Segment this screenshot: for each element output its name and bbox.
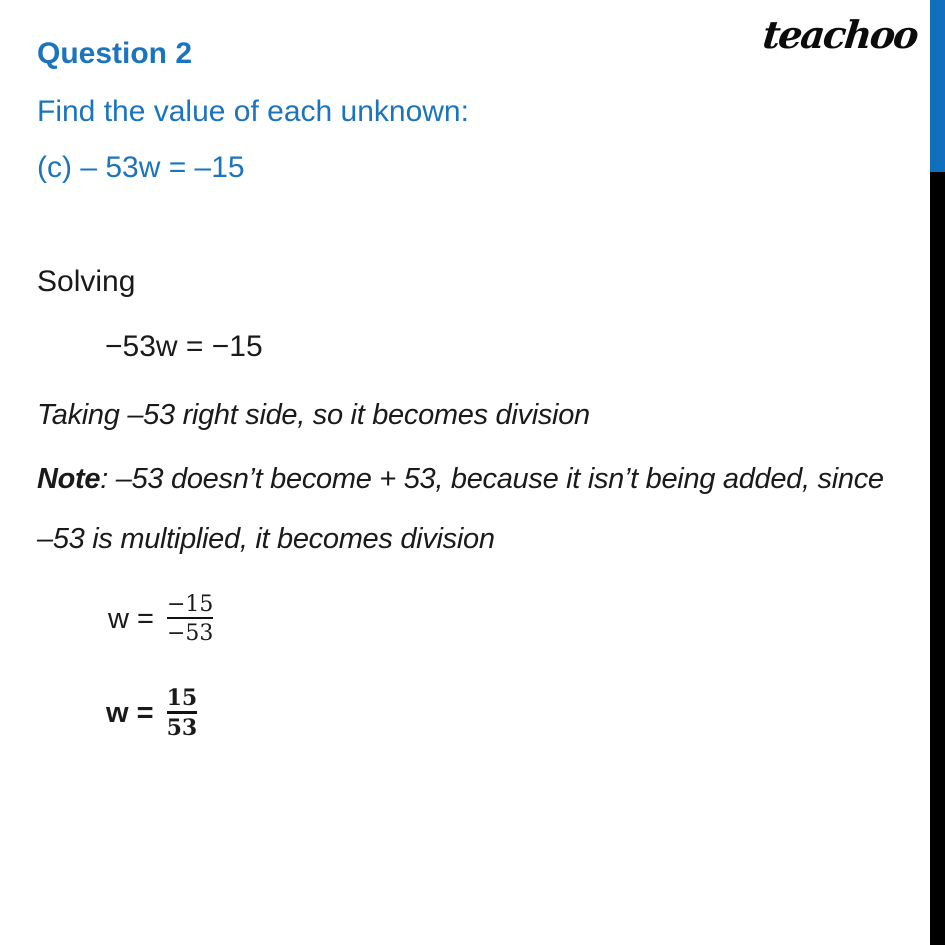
fraction-step-1 xyxy=(108,592,213,647)
right-edge-black-bar xyxy=(930,172,945,945)
right-edge-blue-bar xyxy=(930,0,945,172)
note-line xyxy=(37,463,884,496)
solving-label: Solving xyxy=(37,265,136,298)
question-prompt: Find the value of each unknown: xyxy=(37,95,469,128)
fraction2-numerator: 15 xyxy=(166,685,198,711)
fraction1-denominator: −53 xyxy=(167,617,213,646)
fraction1-lhs: w = xyxy=(108,602,154,635)
fraction1 xyxy=(167,592,213,647)
fraction2-denominator: 53 xyxy=(167,711,198,741)
fraction1-numerator: −15 xyxy=(166,592,214,617)
fraction-step-2 xyxy=(106,686,197,742)
note-text: : –53 doesn’t become + 53, because it isn’t being added, since xyxy=(100,463,884,495)
equation-line: −53w = −15 xyxy=(105,330,263,363)
teachoo-logo: teachoo xyxy=(760,12,920,57)
note-line-2: –53 is multiplied, it becomes division xyxy=(37,523,495,555)
question-part-c: (c) – 53w = –15 xyxy=(37,151,245,184)
fraction2 xyxy=(167,686,198,742)
note-label: Note xyxy=(37,463,101,495)
fraction2-lhs: w = xyxy=(106,697,154,730)
question-title: Question 2 xyxy=(37,37,193,70)
step-comment: Taking –53 right side, so it becomes division xyxy=(37,399,590,431)
